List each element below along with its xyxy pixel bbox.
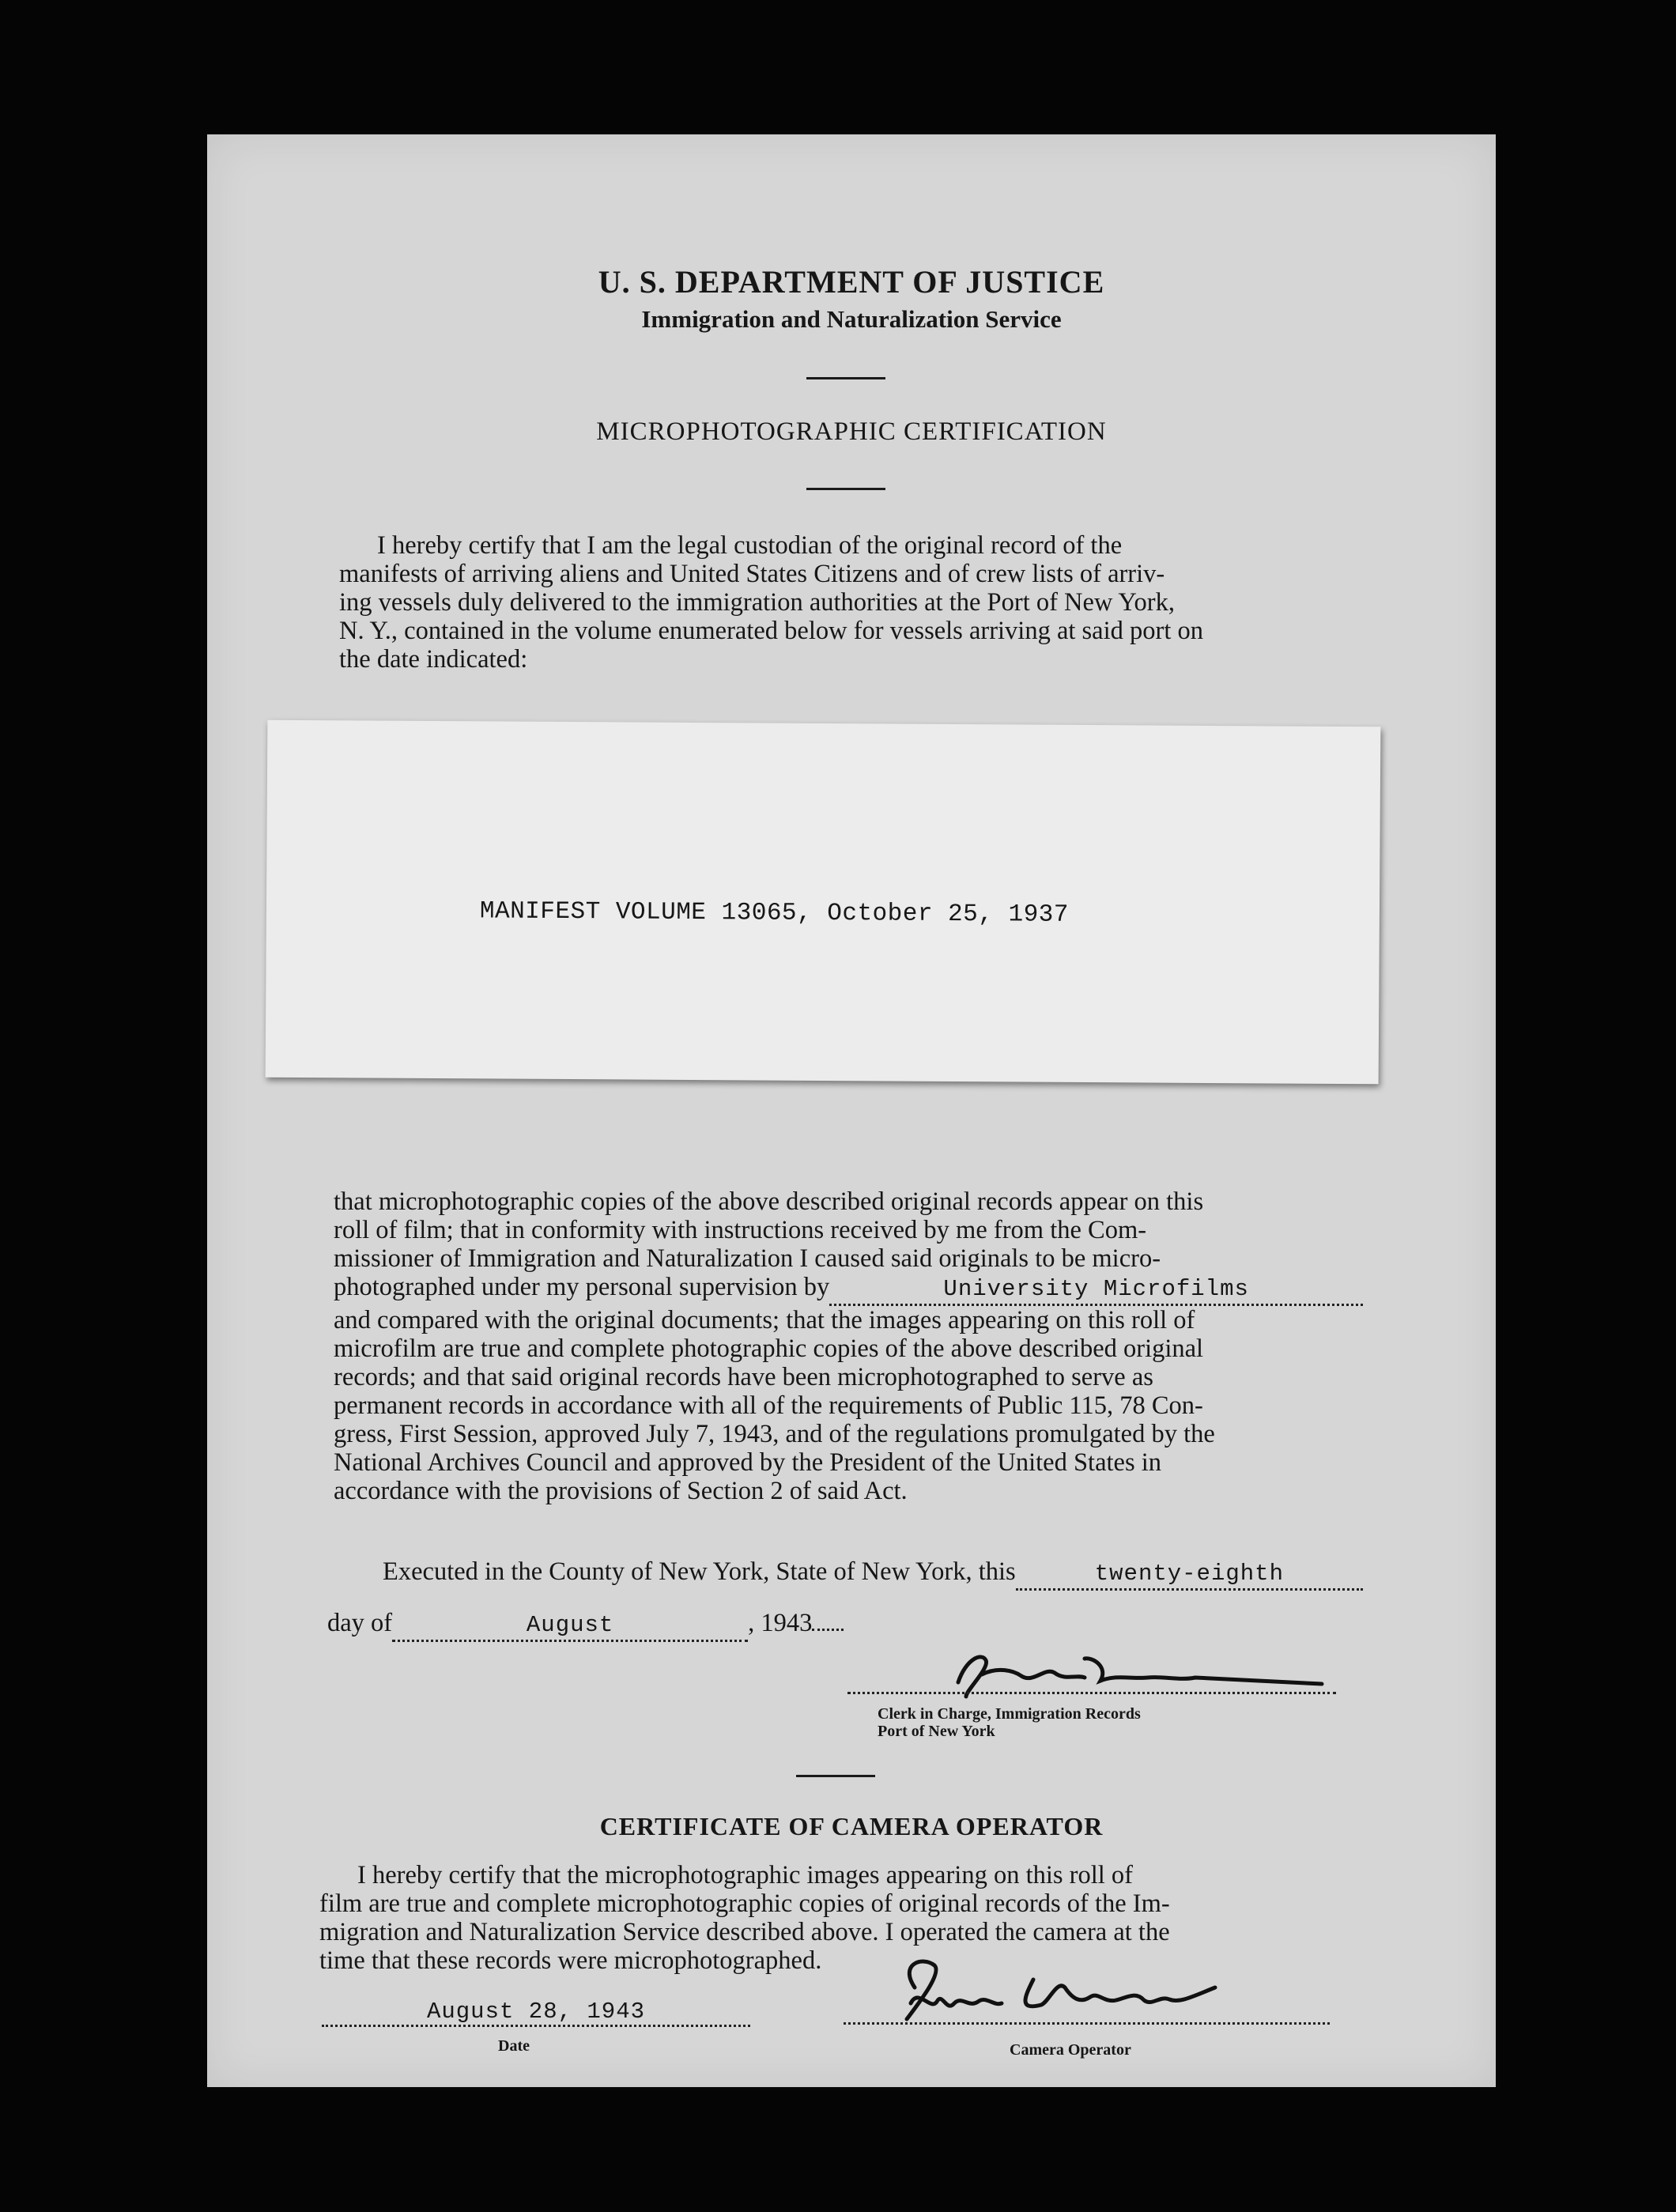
date-label: Date	[498, 2037, 530, 2055]
manifest-volume-text: MANIFEST VOLUME 13065, October 25, 1937	[479, 897, 1070, 929]
department-title: U. S. DEPARTMENT OF JUSTICE	[598, 264, 1105, 300]
text-line: manifests of arriving aliens and United States Citizens and of crew lists of arriv-	[339, 560, 1165, 588]
service-subtitle: Immigration and Naturalization Service	[641, 305, 1062, 333]
text-line: I hereby certify that the microphotographic images appearing on this roll of	[357, 1861, 1133, 1889]
divider-rule	[806, 488, 885, 490]
signature-dotted-rule	[844, 2022, 1330, 2025]
text-line: permanent records in accordance with all of the requirements of Public 115, 78 Con-	[334, 1391, 1203, 1420]
operator-signature	[844, 1956, 1330, 2029]
executed-prefix: Executed in the County of New York, State of New York, this	[383, 1557, 1016, 1586]
text-line: time that these records were microphotographed.	[319, 1946, 822, 1975]
month-value: August	[392, 1611, 748, 1642]
text-line: gress, First Session, approved July 7, 1943, and of the regulations promulgated by the	[334, 1420, 1215, 1448]
supervision-value: University Microfilms	[829, 1275, 1363, 1306]
text-line: records; and that said original records have been microphotographed to serve as	[334, 1363, 1153, 1391]
text-line: microfilm are true and complete photographic copies of the above described original	[334, 1334, 1204, 1363]
clerk-title-line: Port of New York	[878, 1723, 995, 1740]
supervision-prefix: photographed under my personal supervision by	[334, 1273, 830, 1301]
manifest-slip	[266, 720, 1381, 1085]
text-line: National Archives Council and approved by the President of the United States in	[334, 1448, 1161, 1477]
camera-date-value: August 28, 1943	[322, 1999, 750, 2027]
text-line: the date indicated:	[339, 645, 528, 674]
text-line: migration and Naturalization Service described above. I operated the camera at the	[319, 1918, 1170, 1946]
text-line: and compared with the original documents; that the images appearing on this roll of	[334, 1306, 1195, 1334]
clerk-title	[878, 1705, 1141, 1740]
body-paragraph	[334, 1187, 1363, 1505]
executed-line	[383, 1557, 1363, 1591]
text-line: accordance with the provisions of Section 2 of said Act.	[334, 1477, 908, 1505]
text-line: ing vessels duly delivered to the immigration authorities at the Port of New York,	[339, 588, 1175, 617]
supervision-line	[334, 1273, 1363, 1306]
year-value: , 1943	[748, 1609, 813, 1637]
text-line: missioner of Immigration and Naturalization I caused said originals to be micro-	[334, 1244, 1161, 1273]
text-line: I hereby certify that I am the legal custodian of the original record of the	[377, 531, 1123, 560]
clerk-title-line: Clerk in Charge, Immigration Records	[878, 1705, 1141, 1723]
signature-dotted-rule	[847, 1692, 1336, 1694]
clerk-signature-block	[847, 1651, 1336, 1698]
text-line: that microphotographic copies of the above described original records appear on this	[334, 1187, 1204, 1216]
date-line	[327, 1606, 844, 1642]
certificate-page	[207, 134, 1496, 2087]
dotted-rule	[812, 1606, 844, 1631]
section-title: MICROPHOTOGRAPHIC CERTIFICATION	[596, 417, 1107, 446]
text-line: N. Y., contained in the volume enumerated below for vessels arriving at said port on	[339, 617, 1203, 645]
text-line: roll of film; that in conformity with instructions received by me from the Com-	[334, 1216, 1147, 1244]
day-of-label: day of	[327, 1609, 393, 1637]
camera-operator-label: Camera Operator	[1010, 2041, 1131, 2059]
divider-rule	[806, 377, 885, 379]
text-line: film are true and complete microphotographic copies of original records of the Im-	[319, 1889, 1170, 1918]
camera-certificate-heading: CERTIFICATE OF CAMERA OPERATOR	[599, 1812, 1104, 1840]
executed-day: twenty-eighth	[1016, 1560, 1363, 1591]
divider-rule	[796, 1775, 875, 1777]
certification-paragraph	[339, 531, 1359, 674]
operator-signature-block	[844, 1956, 1330, 2027]
